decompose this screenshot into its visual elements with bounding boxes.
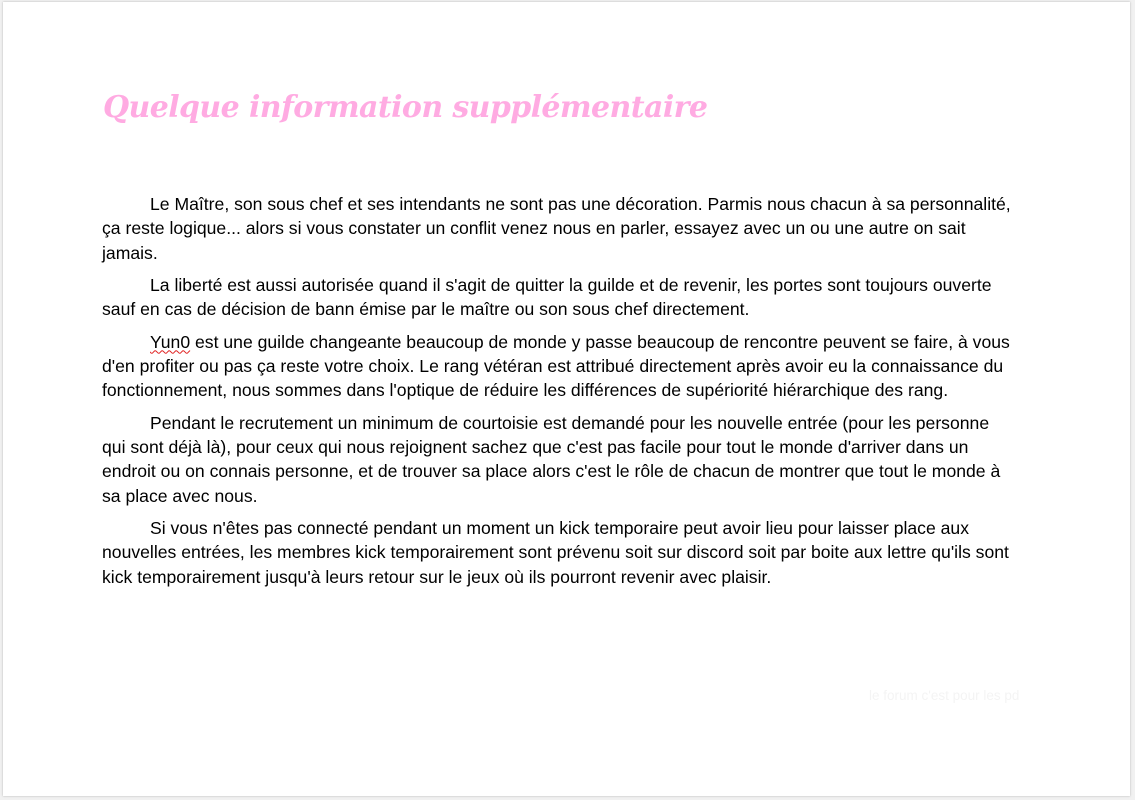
document-body [102,192,1012,597]
paragraph-2 [102,273,1012,322]
misspelled-word[interactable]: Yun0 [150,331,191,352]
paragraph-1 [102,192,1012,265]
paragraph-5 [102,516,1012,589]
paragraph-4 [102,411,1012,509]
document-page [3,2,1130,796]
paragraph-text: La liberté est aussi autorisée quand il s'agit de quitter la guilde et de revenir, les portes sont toujours ouverte sauf en cas de décision de bann émise par le maître ou son sous chef directement. [102,275,992,320]
document-title: Quelque information supplémentaire [103,90,708,125]
paragraph-text: Le Maître, son sous chef et ses intendants ne sont pas une décoration. Parmis nous chacun à sa personnalité, ça reste logique... alors si vous constater un conflit venez nous en parler, essayez avec un ou une autre on sait jamais. [102,194,1011,263]
paragraph-text: est une guilde changeante beaucoup de monde y passe beaucoup de rencontre peuvent se faire, à vous d'en profiter ou pas ça reste votre choix. Le rang vétéran est attribué directement après avoir eu la connaissance du fonctionnement, nous sommes dans l'optique de réduire les différences de supériorité hiérarchique des rang. [102,331,1010,401]
paragraph-3 [102,330,1012,403]
paragraph-text: Si vous n'êtes pas connecté pendant un moment un kick temporaire peut avoir lieu pour laisser place aux nouvelles entrées, les membres kick temporairement sont prévenu soit sur discord soit par boite aux lettre qu'ils sont kick temporairement jusqu'à leurs retour sur le jeux où ils pourront revenir avec plaisir. [102,518,1009,587]
paragraph-text: Pendant le recrutement un minimum de courtoisie est demandé pour les nouvelle entrée (pour les personne qui sont déjà là), pour ceux qui nous rejoignent sachez que c'est pas facile pour tout le monde d'arriver dans un endroit ou on connais personne, et de trouver sa place alors c'est le rôle de chacun de montrer que tout le monde à sa place avec nous. [102,412,1001,506]
hidden-footer-note: le forum c'est pour les pd [869,688,1020,703]
